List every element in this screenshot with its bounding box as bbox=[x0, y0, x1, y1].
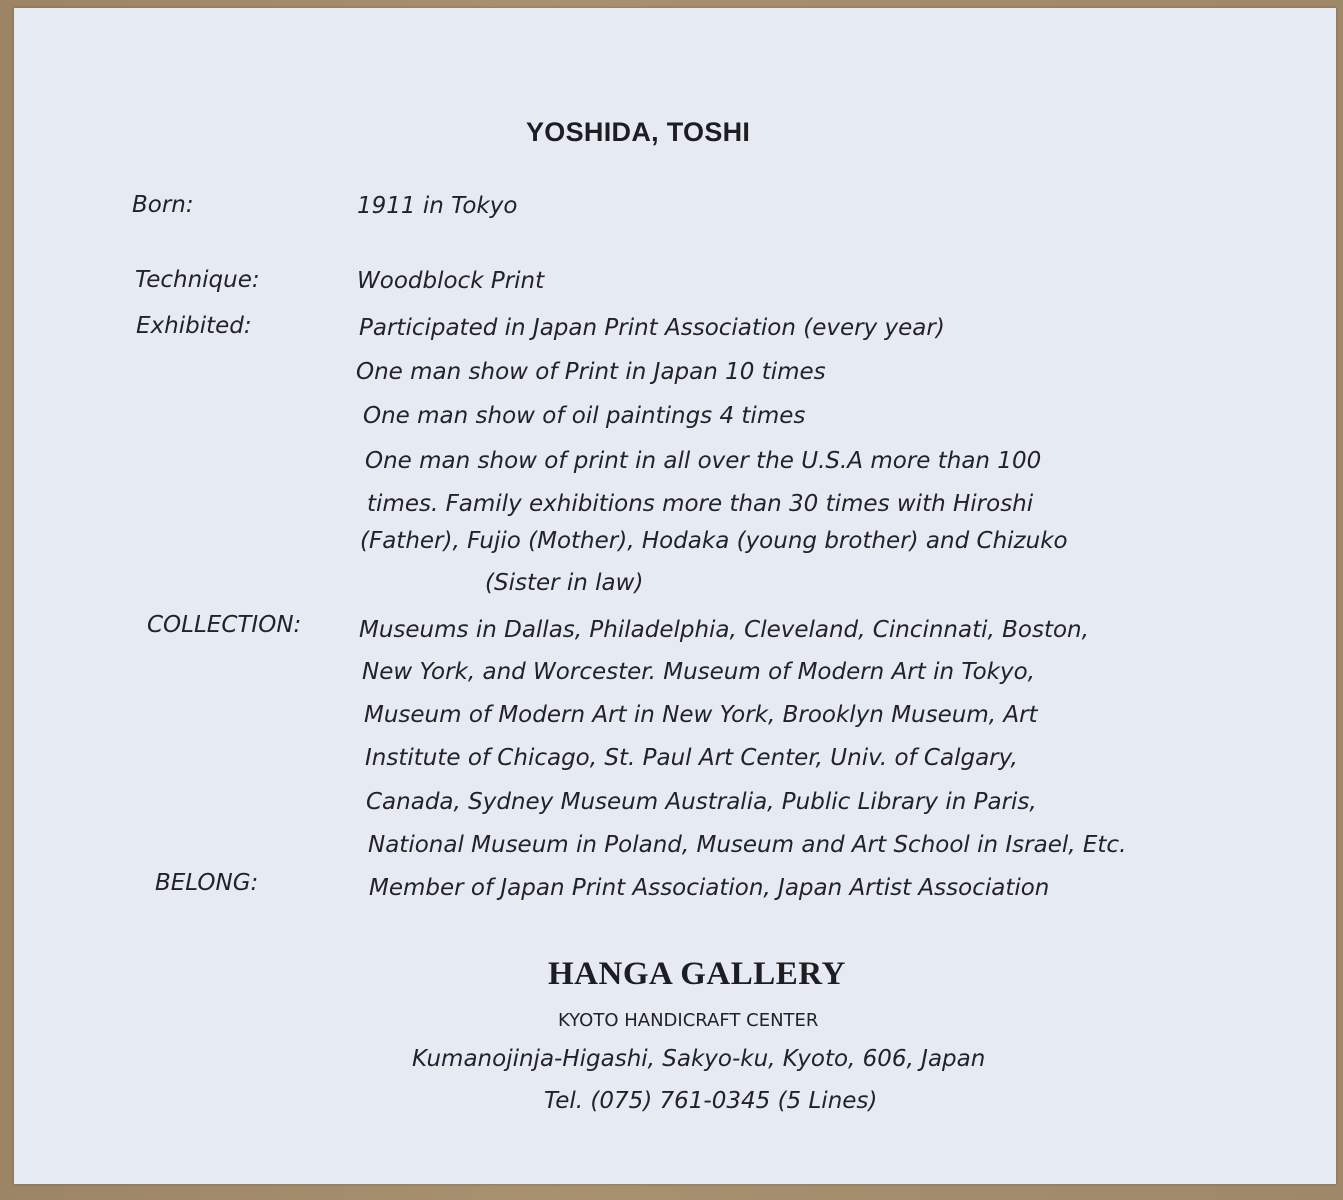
collection-label: COLLECTION: bbox=[147, 612, 302, 638]
technique-label: Technique: bbox=[135, 267, 260, 293]
collection-line: New York, and Worcester. Museum of Modern Art in Tokyo, bbox=[362, 659, 1035, 685]
exhibited-line: times. Family exhibitions more than 30 times with Hiroshi bbox=[367, 491, 1034, 517]
exhibited-line: One man show of Print in Japan 10 times bbox=[356, 359, 826, 385]
gallery-name: HANGA GALLERY bbox=[548, 956, 846, 992]
gallery-phone: Tel. (075) 761-0345 (5 Lines) bbox=[544, 1088, 878, 1114]
collection-line: Museums in Dallas, Philadelphia, Cleveland, Cincinnati, Boston, bbox=[359, 617, 1089, 643]
gallery-subtitle: KYOTO HANDICRAFT CENTER bbox=[558, 1010, 819, 1031]
exhibited-line: One man show of print in all over the U.S.A more than 100 bbox=[365, 448, 1042, 474]
exhibited-line: (Father), Fujio (Mother), Hodaka (young brother) and Chizuko bbox=[360, 528, 1068, 554]
collection-line: National Museum in Poland, Museum and Art School in Israel, Etc. bbox=[368, 832, 1127, 858]
born-label: Born: bbox=[132, 192, 194, 218]
exhibited-line: One man show of oil paintings 4 times bbox=[363, 403, 806, 429]
artist-info-sheet bbox=[14, 8, 1336, 1184]
born-value: 1911 in Tokyo bbox=[357, 193, 518, 219]
gallery-address: Kumanojinja-Higashi, Sakyo-ku, Kyoto, 606, Japan bbox=[412, 1046, 986, 1072]
exhibited-line: Participated in Japan Print Association (every year) bbox=[359, 315, 945, 341]
artist-name: YOSHIDA, TOSHI bbox=[526, 117, 751, 147]
exhibited-label: Exhibited: bbox=[136, 313, 252, 339]
collection-line: Institute of Chicago, St. Paul Art Center, Univ. of Calgary, bbox=[365, 745, 1018, 771]
collection-line: Canada, Sydney Museum Australia, Public Library in Paris, bbox=[366, 789, 1037, 815]
technique-value: Woodblock Print bbox=[357, 268, 545, 294]
belong-label: BELONG: bbox=[155, 870, 259, 896]
belong-value: Member of Japan Print Association, Japan Artist Association bbox=[369, 875, 1050, 901]
collection-line: Museum of Modern Art in New York, Brooklyn Museum, Art bbox=[364, 702, 1038, 728]
exhibited-line: (Sister in law) bbox=[485, 570, 644, 596]
